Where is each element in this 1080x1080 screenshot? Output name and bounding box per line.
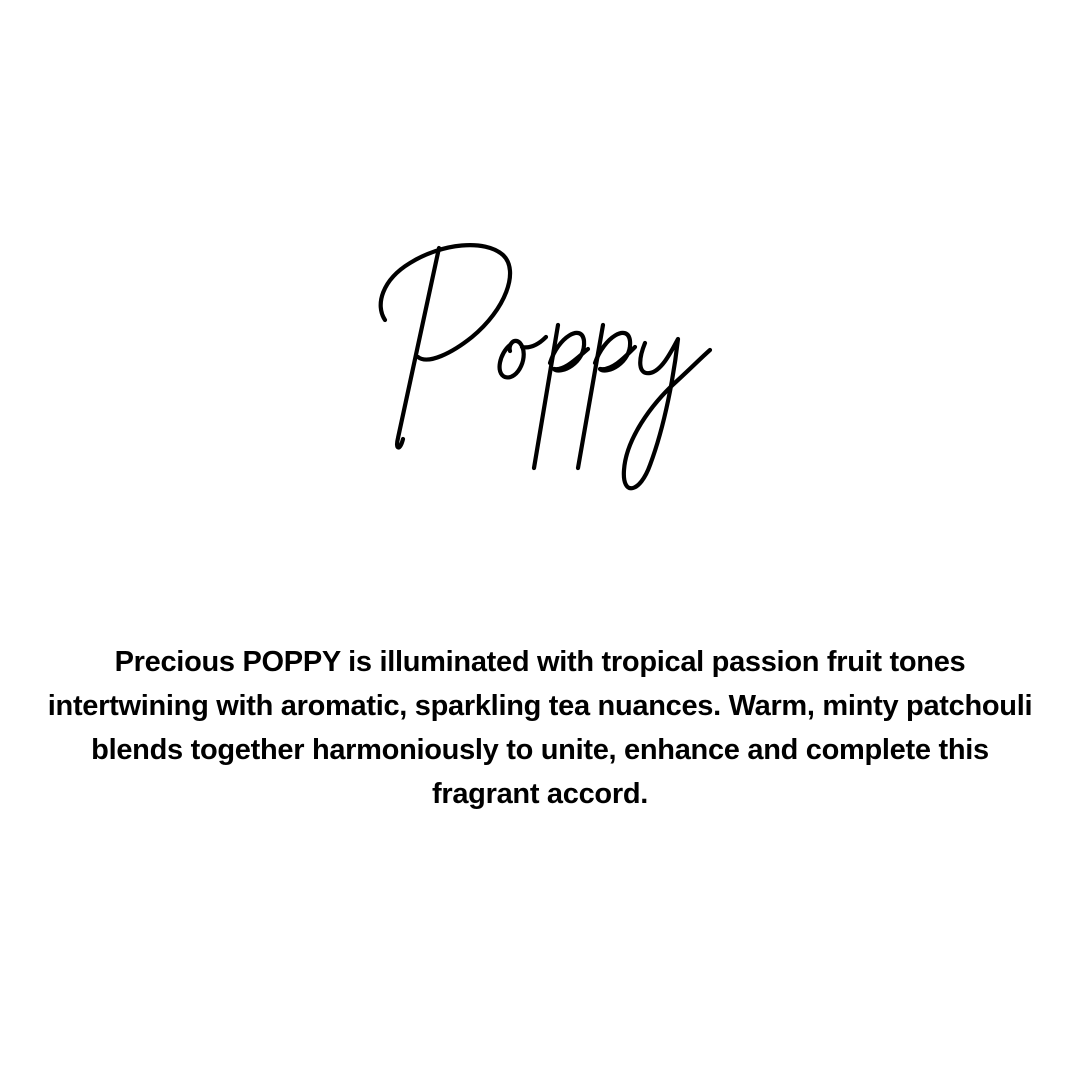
- letter-p-second-stem: [578, 325, 603, 468]
- letter-p-capital-stem: [397, 248, 439, 448]
- letter-y: [624, 339, 710, 488]
- script-title: [360, 225, 740, 515]
- description-text: Precious POPPY is illuminated with tropical passion fruit tones intertwining with aromatic, sparkling tea nuances. Warm, minty patchouli blends together harmoniously to unite, enhance and complete this fragrant accord.: [47, 646, 1033, 810]
- letter-p-capital-loop: [381, 245, 510, 359]
- letter-o-connector: [522, 337, 546, 347]
- letter-p-first-stem: [534, 325, 558, 468]
- script-title-lettering: [360, 225, 740, 515]
